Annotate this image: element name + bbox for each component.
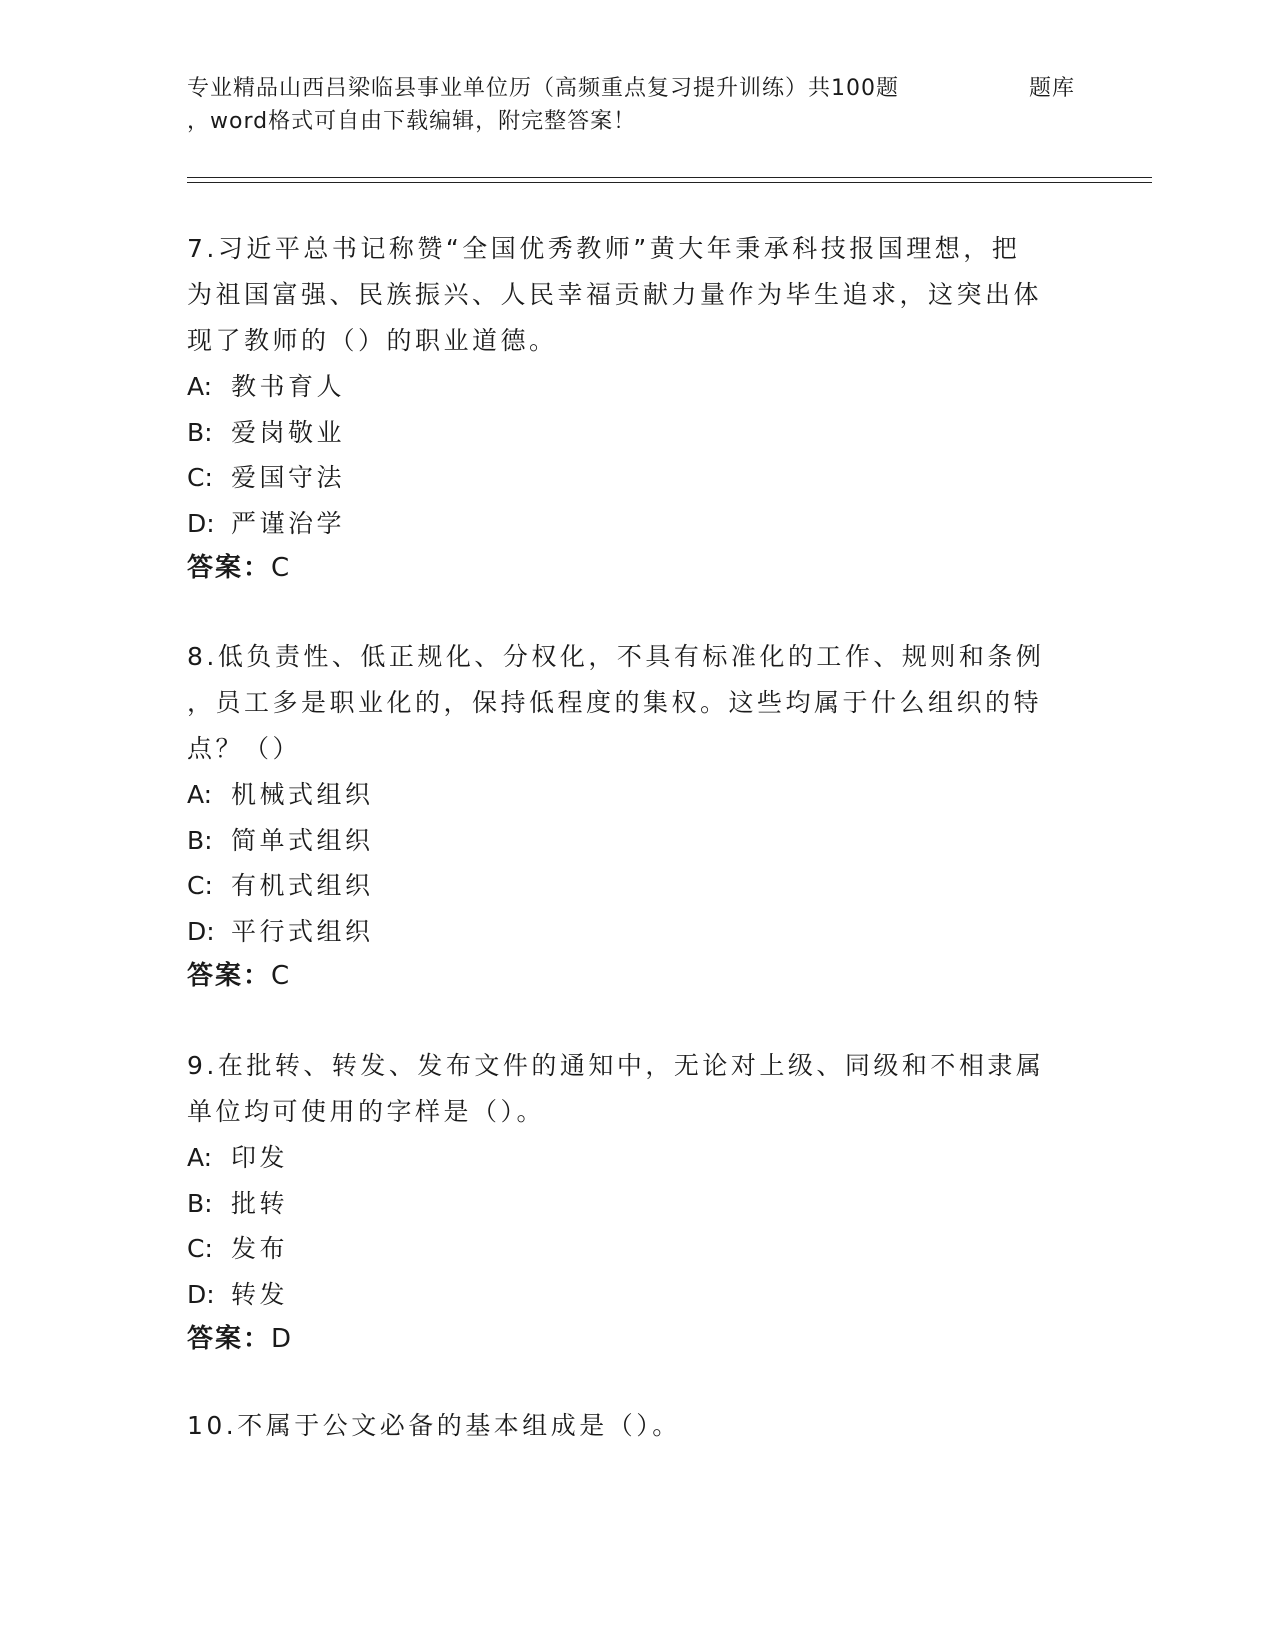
stem-line: 为祖国富强、民族振兴、人民幸福贡献力量作为毕生追求，这突出体 bbox=[187, 280, 1043, 309]
option-d bbox=[187, 909, 1067, 955]
option-text: 转发 bbox=[231, 1279, 289, 1309]
stem-line: 9.在批转、转发、发布文件的通知中，无论对上级、同级和不相隶属 bbox=[187, 1051, 1045, 1080]
stem-line: ，员工多是职业化的，保持低程度的集权。这些均属于什么组织的特 bbox=[187, 688, 1043, 717]
option-d bbox=[187, 1272, 1067, 1318]
option-b bbox=[187, 410, 1067, 456]
question-7 bbox=[187, 226, 1067, 592]
option-label: C: bbox=[187, 463, 213, 492]
question-stem bbox=[187, 634, 1067, 772]
page-header bbox=[187, 72, 1147, 138]
stem-line: 单位均可使用的字样是（）。 bbox=[187, 1097, 546, 1126]
option-c bbox=[187, 455, 1067, 501]
option-text: 简单式组织 bbox=[231, 825, 374, 855]
answer-line bbox=[187, 954, 1067, 1000]
option-label: A: bbox=[187, 1143, 213, 1172]
option-label: D: bbox=[187, 916, 215, 946]
option-label: D: bbox=[187, 508, 215, 538]
stem-line: 点？（） bbox=[187, 734, 302, 763]
option-label: B: bbox=[187, 1188, 213, 1218]
option-a bbox=[187, 772, 1067, 818]
option-text: 有机式组织 bbox=[231, 871, 374, 900]
option-text: 发布 bbox=[231, 1234, 289, 1263]
option-text: 印发 bbox=[231, 1143, 289, 1172]
question-stem bbox=[187, 226, 1067, 364]
answer-label: 答案： bbox=[187, 961, 272, 991]
header-title-line: 专业精品山西吕梁临县事业单位历（高频重点复习提升训练）共100题 bbox=[187, 76, 899, 101]
stem-line: 8.低负责性、低正规化、分权化，不具有标准化的工作、规则和条例 bbox=[187, 642, 1045, 671]
answer-line bbox=[187, 1317, 1067, 1363]
option-text: 爱国守法 bbox=[231, 463, 346, 492]
option-d bbox=[187, 501, 1067, 547]
option-text: 教书育人 bbox=[231, 372, 346, 401]
header-subtitle-line: ，word格式可自由下载编辑，附完整答案！ bbox=[187, 109, 637, 134]
header-divider-top bbox=[187, 177, 1152, 178]
option-label: A: bbox=[187, 780, 213, 809]
answer-value: D bbox=[271, 1324, 292, 1354]
option-a bbox=[187, 364, 1067, 410]
option-label: A: bbox=[187, 372, 213, 401]
option-c bbox=[187, 863, 1067, 909]
option-label: D: bbox=[187, 1279, 215, 1309]
answer-label: 答案： bbox=[187, 1324, 272, 1354]
stem-line: 7.习近平总书记称赞“全国优秀教师”黄大年秉承科技报国理想，把 bbox=[187, 234, 1021, 263]
question-9 bbox=[187, 1043, 1067, 1363]
header-divider-bottom bbox=[187, 182, 1152, 183]
option-text: 机械式组织 bbox=[231, 780, 374, 809]
option-label: B: bbox=[187, 825, 213, 855]
option-label: C: bbox=[187, 1234, 213, 1263]
stem-line: 现了教师的（）的职业道德。 bbox=[187, 326, 558, 355]
option-text: 平行式组织 bbox=[231, 916, 374, 946]
stem-line: 10.不属于公文必备的基本组成是（）。 bbox=[187, 1411, 681, 1440]
option-label: C: bbox=[187, 871, 213, 900]
question-stem bbox=[187, 1403, 1067, 1449]
question-10 bbox=[187, 1403, 1067, 1449]
answer-value: C bbox=[271, 961, 290, 991]
answer-label: 答案： bbox=[187, 553, 272, 583]
option-c bbox=[187, 1226, 1067, 1272]
option-text: 严谨治学 bbox=[231, 508, 346, 538]
option-b bbox=[187, 818, 1067, 864]
option-text: 爱岗敬业 bbox=[231, 417, 346, 447]
option-text: 批转 bbox=[231, 1188, 289, 1218]
option-label: B: bbox=[187, 417, 213, 447]
answer-line bbox=[187, 546, 1067, 592]
option-a bbox=[187, 1135, 1067, 1181]
answer-value: C bbox=[271, 553, 290, 583]
option-b bbox=[187, 1181, 1067, 1227]
question-8 bbox=[187, 634, 1067, 1000]
question-stem bbox=[187, 1043, 1067, 1135]
header-tag: 题库 bbox=[1029, 76, 1076, 101]
